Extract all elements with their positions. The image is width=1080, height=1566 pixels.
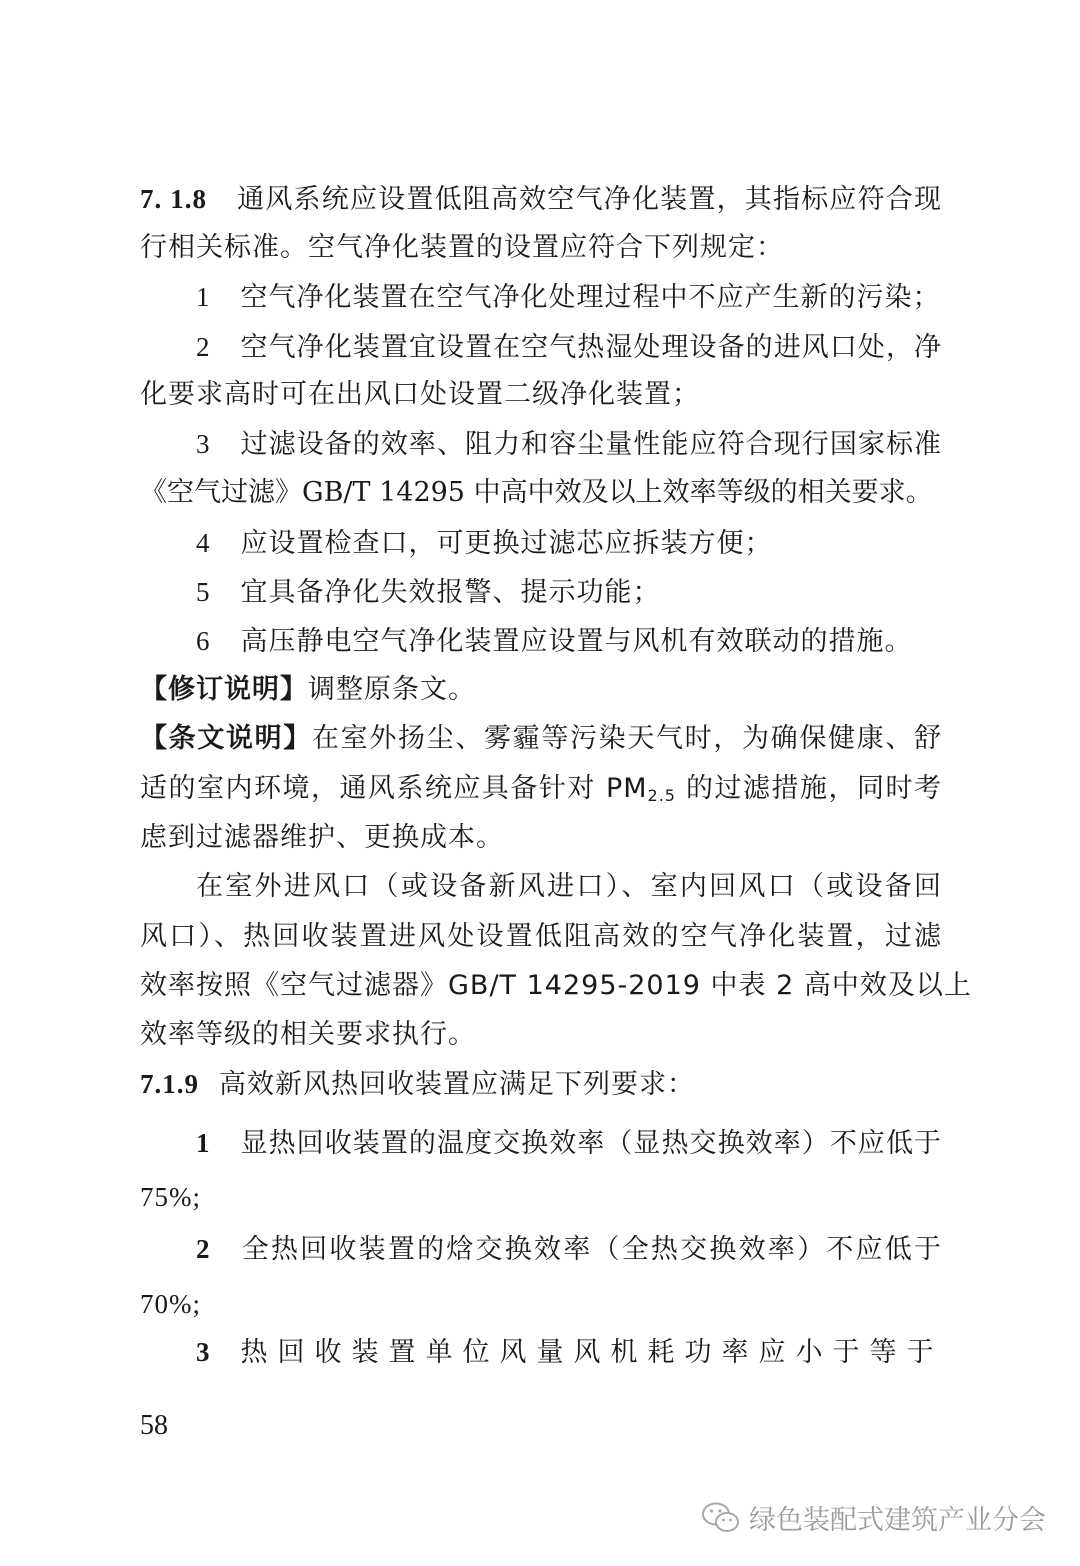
clause-718-item-2-cont: 化要求高时可在出风口处设置二级净化装置； — [140, 379, 700, 410]
clause-718-line1 — [140, 182, 942, 217]
clause-718-item-2 — [196, 330, 942, 365]
clause-718-item-3-cont: 《空气过滤》GB/T 14295 中高中效及以上效率等级的相关要求。 — [140, 477, 933, 508]
revision-note-text: 调整原条文。 — [308, 674, 476, 705]
explanation-text-line2a: 适的室内环境，通风系统应具备针对 PM — [140, 773, 648, 804]
clause-719-heading — [140, 1067, 942, 1102]
clause-718-item-5 — [196, 575, 942, 610]
clause-719-item-1-cont: 75%; — [140, 1182, 201, 1212]
item-number: 1 — [196, 282, 211, 312]
explanation-label: 【条文说明】 — [140, 723, 312, 754]
explanation-text-line1: 在室外扬尘、雾霾等污染天气时，为确保健康、舒 — [312, 723, 942, 754]
clause-718-item-3 — [196, 427, 942, 462]
item-text: 显热回收装置的温度交换效率（显热交换效率）不应低于 — [240, 1128, 942, 1159]
explanation-para2-line3: 效率按照《空气过滤器》GB/T 14295-2019 中表 2 高中效及以上 — [140, 970, 972, 1001]
explanation-line3: 虑到过滤器维护、更换成本。 — [140, 822, 504, 853]
explanation-text-line2b: 的过滤措施，同时考 — [675, 773, 942, 804]
item-text: 热回收装置单位风量风机耗功率应小于等于 — [240, 1337, 944, 1368]
item-number: 3 — [196, 429, 211, 459]
pm-subscript: 2.5 — [647, 786, 676, 805]
clause-718-item-1 — [196, 280, 942, 315]
explanation-para2-line1: 在室外进风口（或设备新风进口）、室内回风口（或设备回 — [196, 871, 942, 902]
item-text: 宜具备净化失效报警、提示功能； — [240, 577, 661, 608]
clause-719-item-2 — [196, 1232, 942, 1267]
clause-718-line2: 行相关标准。空气净化装置的设置应符合下列规定： — [140, 232, 784, 263]
item-text: 应设置检查口，可更换过滤芯应拆装方便； — [240, 528, 773, 559]
item-number: 6 — [196, 626, 211, 656]
explanation-line1 — [140, 722, 942, 756]
item-text: 高压静电空气净化装置应设置与风机有效联动的措施。 — [240, 626, 913, 657]
item-number: 2 — [196, 1234, 211, 1264]
clause-718-item-4 — [196, 526, 942, 561]
item-number: 5 — [196, 577, 211, 607]
watermark-text: 绿色装配式建筑产业分会 — [749, 1505, 1046, 1536]
page-number: 58 — [140, 1410, 168, 1441]
explanation-para2-line2: 风口）、热回收装置进风处设置低阻高效的空气净化装置，过滤 — [140, 921, 942, 952]
item-text: 全热回收装置的焓交换效率（全热交换效率）不应低于 — [240, 1234, 942, 1265]
item-number: 4 — [196, 528, 211, 558]
clause-718-text-line1: 通风系统应设置低阻高效空气净化装置，其指标应符合现 — [236, 184, 943, 215]
item-text: 过滤设备的效率、阻力和容尘量性能应符合现行国家标准 — [240, 429, 942, 460]
item-text: 空气净化装置宜设置在空气热湿处理设备的进风口处，净 — [240, 332, 942, 363]
clause-718-item-6 — [196, 624, 942, 659]
item-number: 3 — [196, 1337, 211, 1367]
clause-719-item-2-cont: 70%; — [140, 1289, 201, 1319]
explanation-line2 — [140, 772, 942, 813]
clause-719-item-3 — [196, 1335, 942, 1370]
item-text: 空气净化装置在空气净化处理过程中不应产生新的污染； — [240, 282, 941, 313]
clause-719-number: 7.1.9 — [140, 1069, 199, 1099]
wechat-icon — [701, 1501, 741, 1535]
explanation-para2-line4: 效率等级的相关要求执行。 — [140, 1019, 476, 1050]
revision-note — [140, 673, 942, 707]
clause-719-title: 高效新风热回收装置应满足下列要求： — [219, 1069, 695, 1100]
clause-718-number: 7. 1.8 — [140, 184, 207, 214]
watermark — [701, 1498, 1046, 1537]
clause-719-item-1 — [196, 1126, 942, 1161]
item-number: 1 — [196, 1128, 211, 1158]
revision-note-label: 【修订说明】 — [140, 674, 308, 705]
item-number: 2 — [196, 332, 211, 362]
